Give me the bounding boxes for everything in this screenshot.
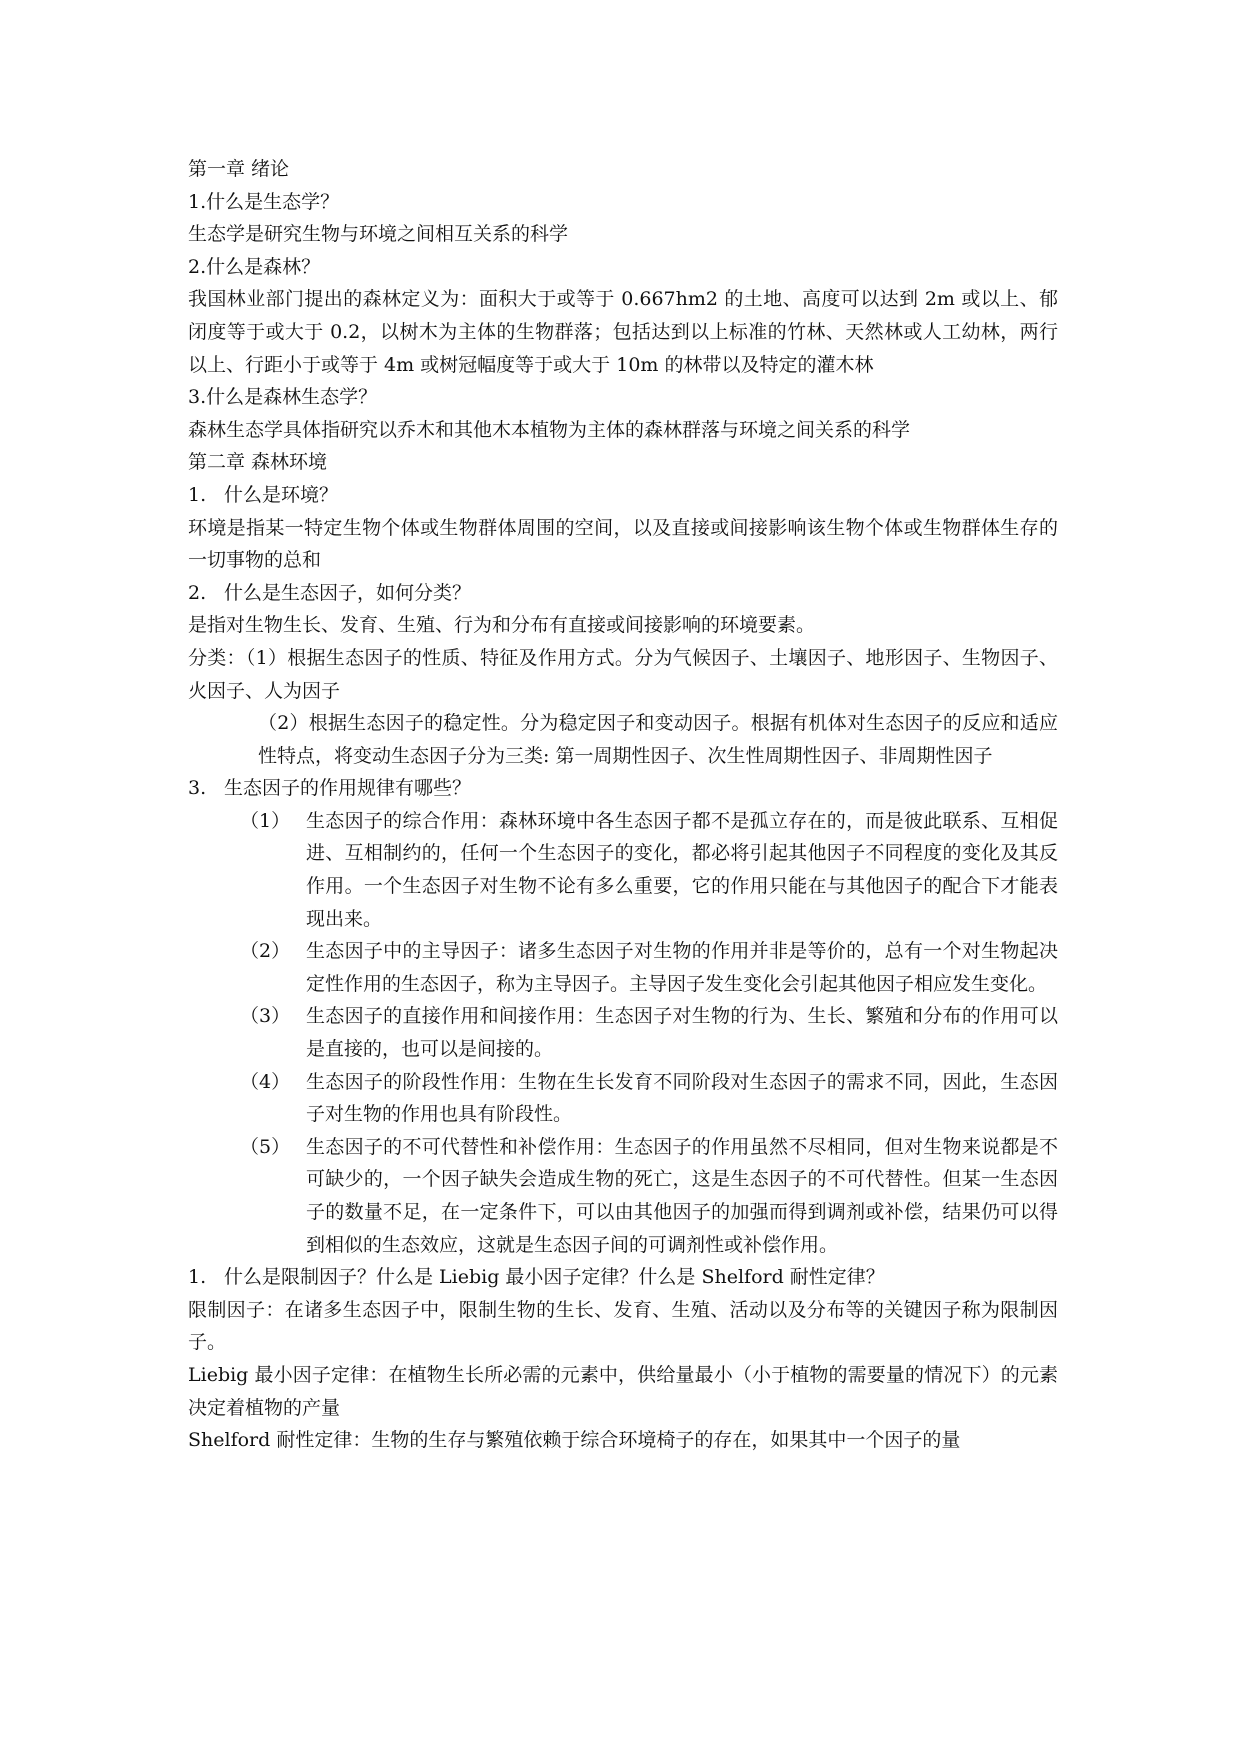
rule-item [240,805,1058,935]
rule-number: （2） [240,940,291,963]
classification-2: （2）根据生态因子的稳定性。分为稳定因子和变动因子。根据有机体对生态因子的反应和适应性特点，将变动生态因子分为三类: 第一周期性因子、次生性周期性因子、非周期性因子 [258,712,1058,767]
chapter-2-title: 第二章 森林环境 [188,451,328,474]
answer-limiting-factor: 限制因子：在诸多生态因子中，限制生物的生长、发育、生殖、活动以及分布等的关键因子称为限制因子。 [188,1298,1058,1354]
question-text: 什么是生态因子，如何分类？ [224,581,472,604]
rule-number: （4） [240,1070,291,1093]
rule-item [240,1066,1058,1131]
rule-number: （3） [240,1005,291,1028]
question-limiting-factor [188,1261,1058,1294]
rule-item [240,1000,1058,1065]
rule-text: 生态因子中的主导因子：诸多生态因子对生物的作用并非是等价的，总有一个对生物起决定性作用的生态因子，称为主导因子。主导因子发生变化会引起其他因子相应发生变化。 [306,940,1058,995]
question-number: 3. [188,777,207,800]
chapter-1-title: 第一章 绪论 [188,158,290,180]
answer-ecological-factor: 是指对生物生长、发育、生殖、行为和分布有直接或间接影响的环境要素。 [188,614,816,637]
question-3: 3.什么是森林生态学？ [188,386,378,409]
answer-1: 生态学是研究生物与环境之间相互关系的科学 [188,223,569,246]
document-page [188,153,1058,1457]
question-factor-rules [188,772,1058,805]
rule-item [240,1131,1058,1261]
question-number: 1. [188,483,207,506]
answer-shelford: Shelford 耐性定律：生物的生存与繁殖依赖于综合环境椅子的存在，如果其中一个因子的量 [188,1429,961,1452]
question-1: 1.什么是生态学？ [188,190,340,213]
answer-2: 我国林业部门提出的森林定义为：面积大于或等于 0.667hm2 的土地、高度可以达到 2m 或以上、郁闭度等于或大于 0.2，以树木为主体的生物群落；包括达到以上标准的竹林、天然林或人工幼林，两行以上、行距小于或等于 4m 或树冠幅度等于或大于 10m 的林带以及特定的灌木林 [188,288,1058,376]
classification-1: 分类：（1）根据生态因子的性质、特征及作用方式。分为气候因子、土壤因子、地形因子、生物因子、火因子、人为因子 [188,646,1058,702]
rule-text: 生态因子的阶段性作用：生物在生长发育不同阶段对生态因子的需求不同，因此，生态因子对生物的作用也具有阶段性。 [306,1070,1058,1126]
rule-text: 生态因子的综合作用：森林环境中各生态因子都不是孤立存在的，而是彼此联系、互相促进、互相制约的，任何一个生态因子的变化，都必将引起其他因子不同程度的变化及其反作用。一个生态因子对生物不论有多么重要，它的作用只能在与其他因子的配合下才能表现出来。 [306,809,1058,930]
answer-3: 森林生态学具体指研究以乔木和其他木本植物为主体的森林群落与环境之间关系的科学 [188,418,911,441]
question-2: 2.什么是森林？ [188,255,321,278]
rule-number: （1） [240,809,291,832]
question-text: 什么是环境？ [224,483,339,506]
answer-environment: 环境是指某一特定生物个体或生物群体周围的空间，以及直接或间接影响该生物个体或生物群体生存的一切事物的总和 [188,516,1058,572]
rule-text: 生态因子的不可代替性和补偿作用：生态因子的作用虽然不尽相同，但对生物来说都是不可缺少的，一个因子缺失会造成生物的死亡，这是生态因子的不可代替性。但某一生态因子的数量不足，在一定条件下，可以由其他因子的加强而得到调剂或补偿，结果仍可以得到相似的生态效应，这就是生态因子间的可调剂性或补偿作用。 [306,1135,1058,1256]
question-text: 什么是限制因子？什么是 Liebig 最小因子定律？什么是 Shelford 耐性定律？ [224,1266,885,1289]
question-text: 生态因子的作用规律有哪些？ [224,777,472,800]
rule-item [240,935,1058,1000]
question-number: 2. [188,581,207,604]
question-environment [188,479,1058,512]
question-ecological-factor [188,577,1058,610]
question-number: 1. [188,1266,207,1289]
rule-number: （5） [240,1135,291,1158]
answer-liebig: Liebig 最小因子定律：在植物生长所必需的元素中，供给量最小（小于植物的需要量的情况下）的元素决定着植物的产量 [188,1363,1058,1419]
rule-text: 生态因子的直接作用和间接作用：生态因子对生物的行为、生长、繁殖和分布的作用可以是直接的，也可以是间接的。 [306,1005,1058,1061]
